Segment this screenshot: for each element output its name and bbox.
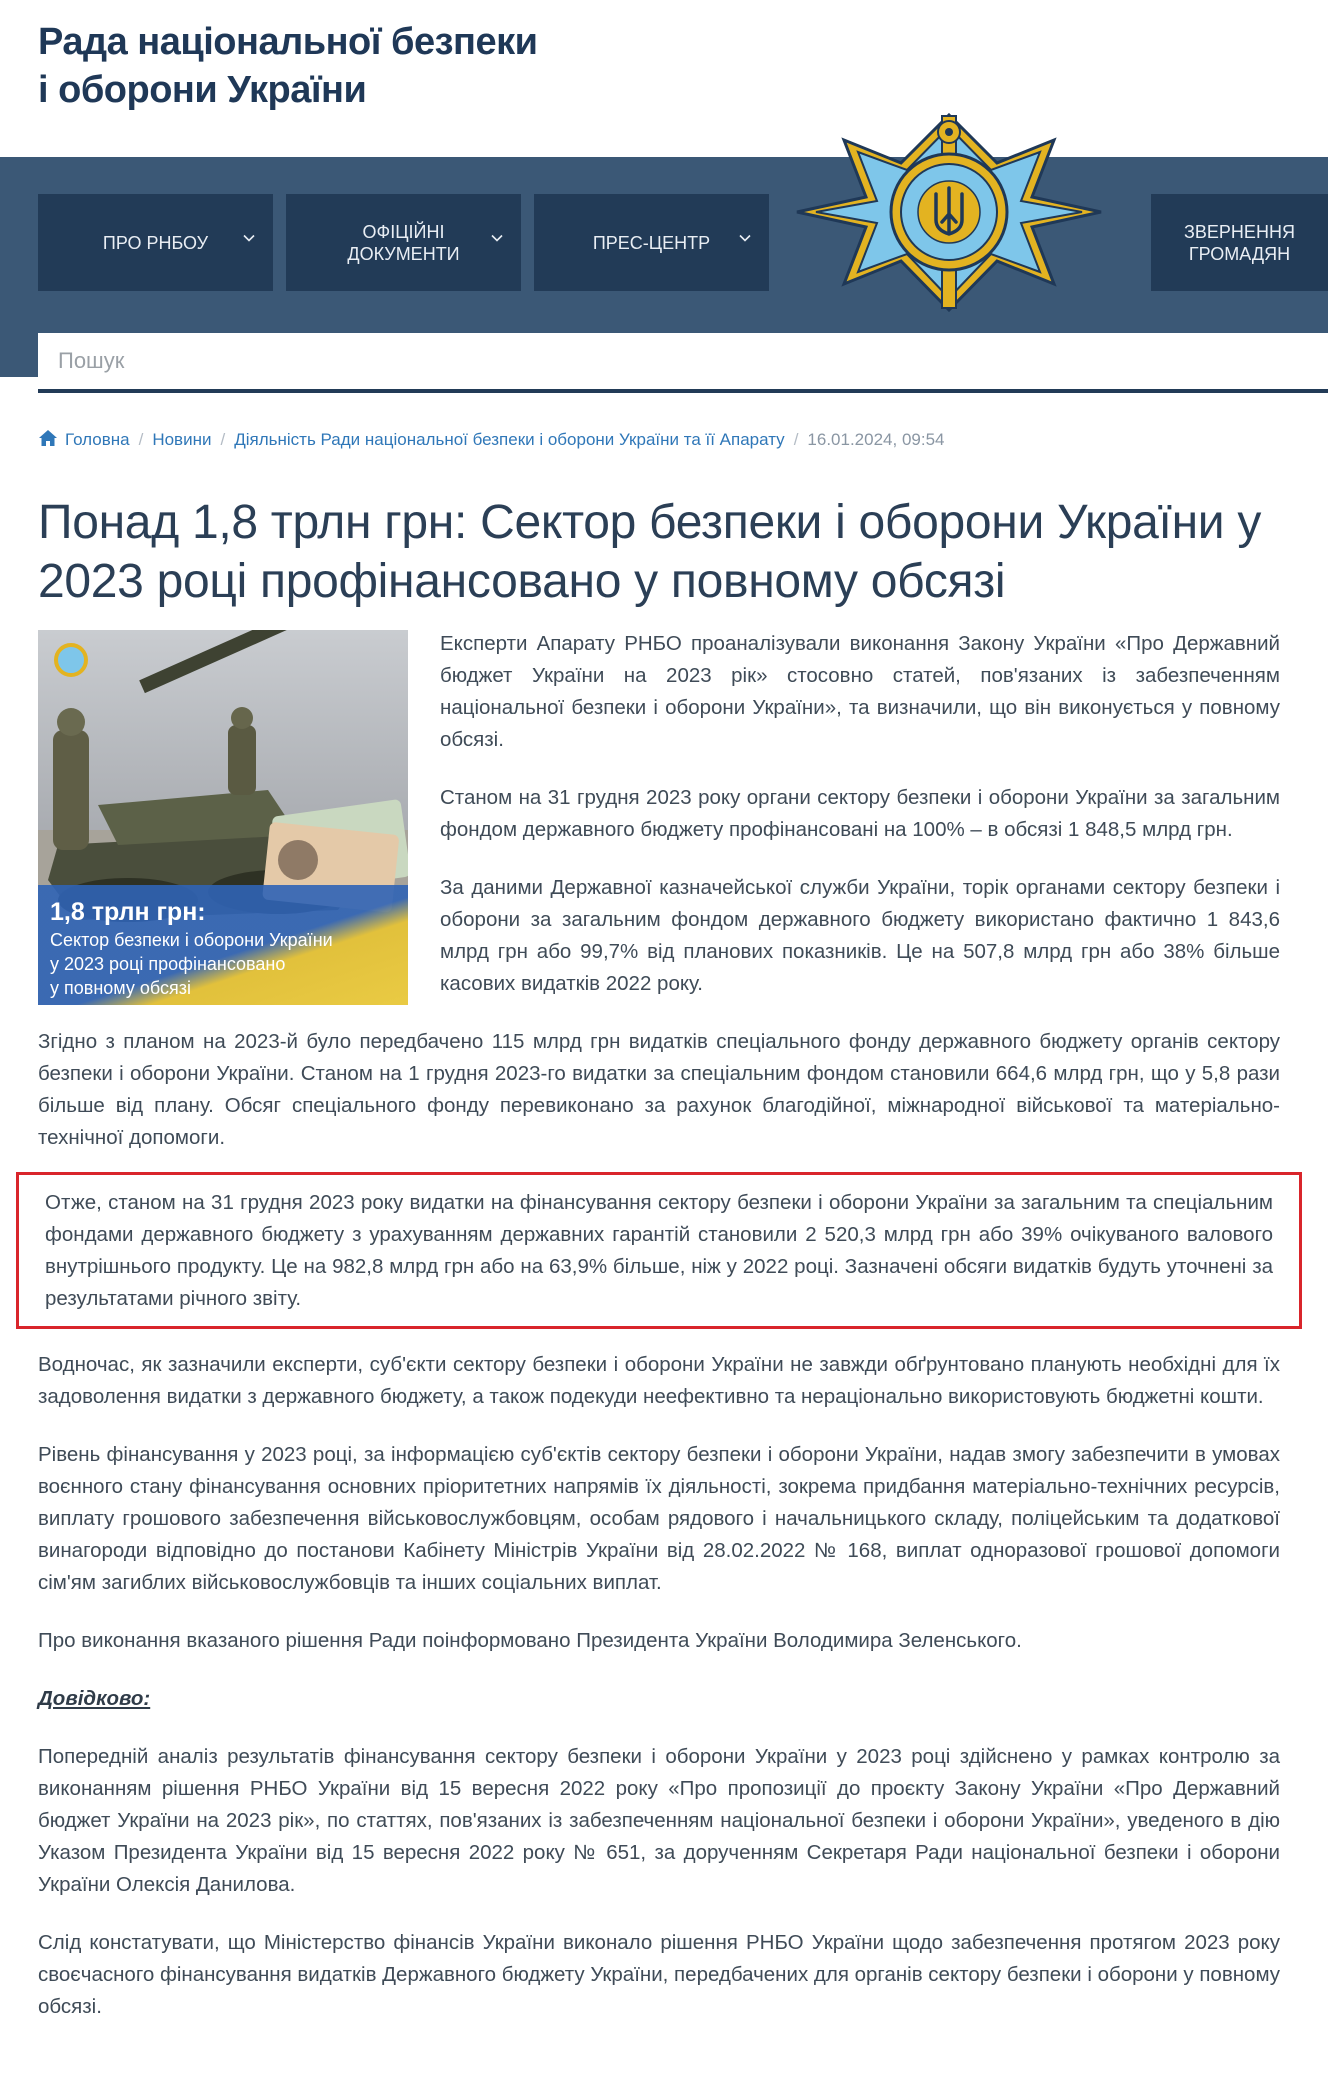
article-paragraph: За даними Державної казначейської служби України, торік органами сектору безпеки і оборони за загальним фондом державного бюджету використано фактично 1 843,6 млрд грн або 99,7% від планових показників. Це на 507,8 млрд грн або 38% більше касових видатків 2022 року. — [440, 876, 1280, 995]
article-title: Понад 1,8 трлн грн: Сектор безпеки і оборони України у 2023 році профінансовано у повному обсязі — [38, 496, 1262, 608]
image-caption-headline: 1,8 трлн грн: — [50, 898, 206, 926]
article-paragraph: Згідно з планом на 2023-й було передбачено 115 млрд грн видатків спеціального фонду державного бюджету органів сектору безпеки і оборони України. Станом на 1 грудня 2023-го видатки за спеціальним фондом становили 664,6 млрд грн, що у 5,8 рази більше від плану. Обсяг спеціального фонду перевиконано за рахунок благодійної, міжнародної військової та матеріально-технічної допомоги. — [38, 1030, 1280, 1149]
nav-item-official-documents[interactable] — [286, 194, 521, 291]
article-paragraph: Експерти Апарату РНБО проаналізували виконання Закону України «Про Державний бюджет України на 2023 рік» стосовно статей, пов'язаних із забезпеченням національної безпеки і оборони України», та визначили, що він виконується у повному обсязі. — [440, 632, 1280, 751]
chevron-down-icon — [739, 232, 751, 244]
reference-heading — [38, 1683, 1280, 1715]
nav-item-label: ПРЕС-ЦЕНТР — [592, 232, 711, 253]
nav-item-press-center[interactable] — [534, 194, 769, 291]
article-paragraph: Водночас, як зазначили експерти, суб'єкти сектору безпеки і оборони України не завжди обґрунтовано планують необхідні для їх задоволення видатки з державного бюджету, а також подекуди неефективно та нераціонально використовують бюджетні кошти. — [38, 1353, 1280, 1408]
article-paragraph: Станом на 31 грудня 2023 року органи сектору безпеки і оборони України за загальним фондом державного бюджету профінансовані на 100% – в обсязі 1 848,5 млрд грн. — [440, 786, 1280, 841]
breadcrumb — [38, 428, 1298, 452]
image-caption-line2: у 2023 році профінансовано — [50, 954, 286, 974]
search-input[interactable] — [38, 333, 1328, 389]
breadcrumb-section[interactable]: Діяльність Ради національної безпеки і оборони України та її Апарату — [234, 430, 785, 449]
main-nav — [0, 157, 1328, 377]
chevron-down-icon — [243, 232, 255, 244]
breadcrumb-separator: / — [793, 430, 799, 449]
highlighted-paragraph-box — [16, 1172, 1302, 1329]
site-header — [0, 0, 1328, 157]
nav-item-label: ЗВЕРНЕННЯ ГРОМАДЯН — [1184, 221, 1295, 264]
breadcrumb-news[interactable]: Новини — [152, 430, 212, 449]
article-paragraph: Слід констатувати, що Міністерство фінансів України виконало рішення РНБО України щодо забезпечення протягом 2023 року своєчасного фінансування видатків Державного бюджету України, передбачених для органів сектору безпеки і оборони у повному обсязі. — [38, 1931, 1281, 2018]
chevron-down-icon — [491, 232, 503, 244]
article-paragraph: Попередній аналіз результатів фінансування сектору безпеки і оборони України у 2023 році здійснено у рамках контролю за виконанням рішення РНБО України від 15 вересня 2022 року «Про пропозиції до проєкту Закону України «Про Державний бюджет України на 2023 рік», по статтях, пов'язаних із забезпеченням національної безпеки і оборони України», уведеного в дію Указом Президента України від 15 вересня 2022 року № 651, за дорученням Секретаря Ради національної безпеки і оборони України Олексія Данилова. — [38, 1745, 1280, 1896]
nav-item-label: ОФІЦІЙНІ ДОКУМЕНТИ — [347, 221, 460, 264]
nav-item-about[interactable] — [38, 194, 273, 291]
reference-heading-text: Довідково: — [38, 1687, 151, 1710]
home-icon — [38, 429, 58, 447]
article-body — [38, 628, 1280, 2049]
image-caption-line1: Сектор безпеки і оборони України — [50, 930, 333, 950]
site-title-line2: і оборони України — [38, 69, 367, 111]
site-title-line1: Рада національної безпеки — [38, 21, 538, 63]
breadcrumb-date: 16.01.2024, 09:54 — [807, 430, 945, 449]
article-paragraph-highlighted: Отже, станом на 31 грудня 2023 року видатки на фінансування сектору безпеки і оборони України за загальним та спеціальним фондами державного бюджету з урахуванням державних гарантій становили 2 520,3 млрд грн або 39% очікуваного валового внутрішнього продукту. Це на 982,8 млрд грн або на 63,9% більше, ніж у 2022 році. Зазначені обсяги видатків будуть уточнені за результатами річного звіту. — [45, 1191, 1273, 1310]
search-bar — [38, 333, 1328, 393]
nav-item-citizens-appeals[interactable] — [1151, 194, 1328, 291]
nav-item-label: ПРО РНБОУ — [102, 232, 209, 253]
breadcrumb-separator: / — [138, 430, 144, 449]
article-paragraph: Рівень фінансування у 2023 році, за інформацією суб'єктів сектору безпеки і оборони України, надав змогу забезпечити в умовах воєнного стану фінансування основних пріоритетних напрямів їх діяльності, зокрема придбання матеріально-технічних ресурсів, виплату грошового забезпечення військовослужбовцям, особам рядового і начальницького складу, поліцейським та додаткової винагороди відповідно до постанови Кабінету Міністрів України від 28.02.2022 № 168, виплат одноразової грошової допомоги сім'ям загиблих військовослужбовців та інших соціальних виплат. — [38, 1443, 1280, 1594]
article-paragraph: Про виконання вказаного рішення Ради поінформовано Президента України Володимира Зеленського. — [38, 1629, 1022, 1652]
breadcrumb-home[interactable]: Головна — [65, 430, 130, 449]
emblem-logo[interactable] — [792, 110, 1106, 315]
image-caption-line3: у повному обсязі — [50, 978, 191, 998]
site-title[interactable] — [38, 18, 578, 114]
breadcrumb-separator: / — [220, 430, 226, 449]
